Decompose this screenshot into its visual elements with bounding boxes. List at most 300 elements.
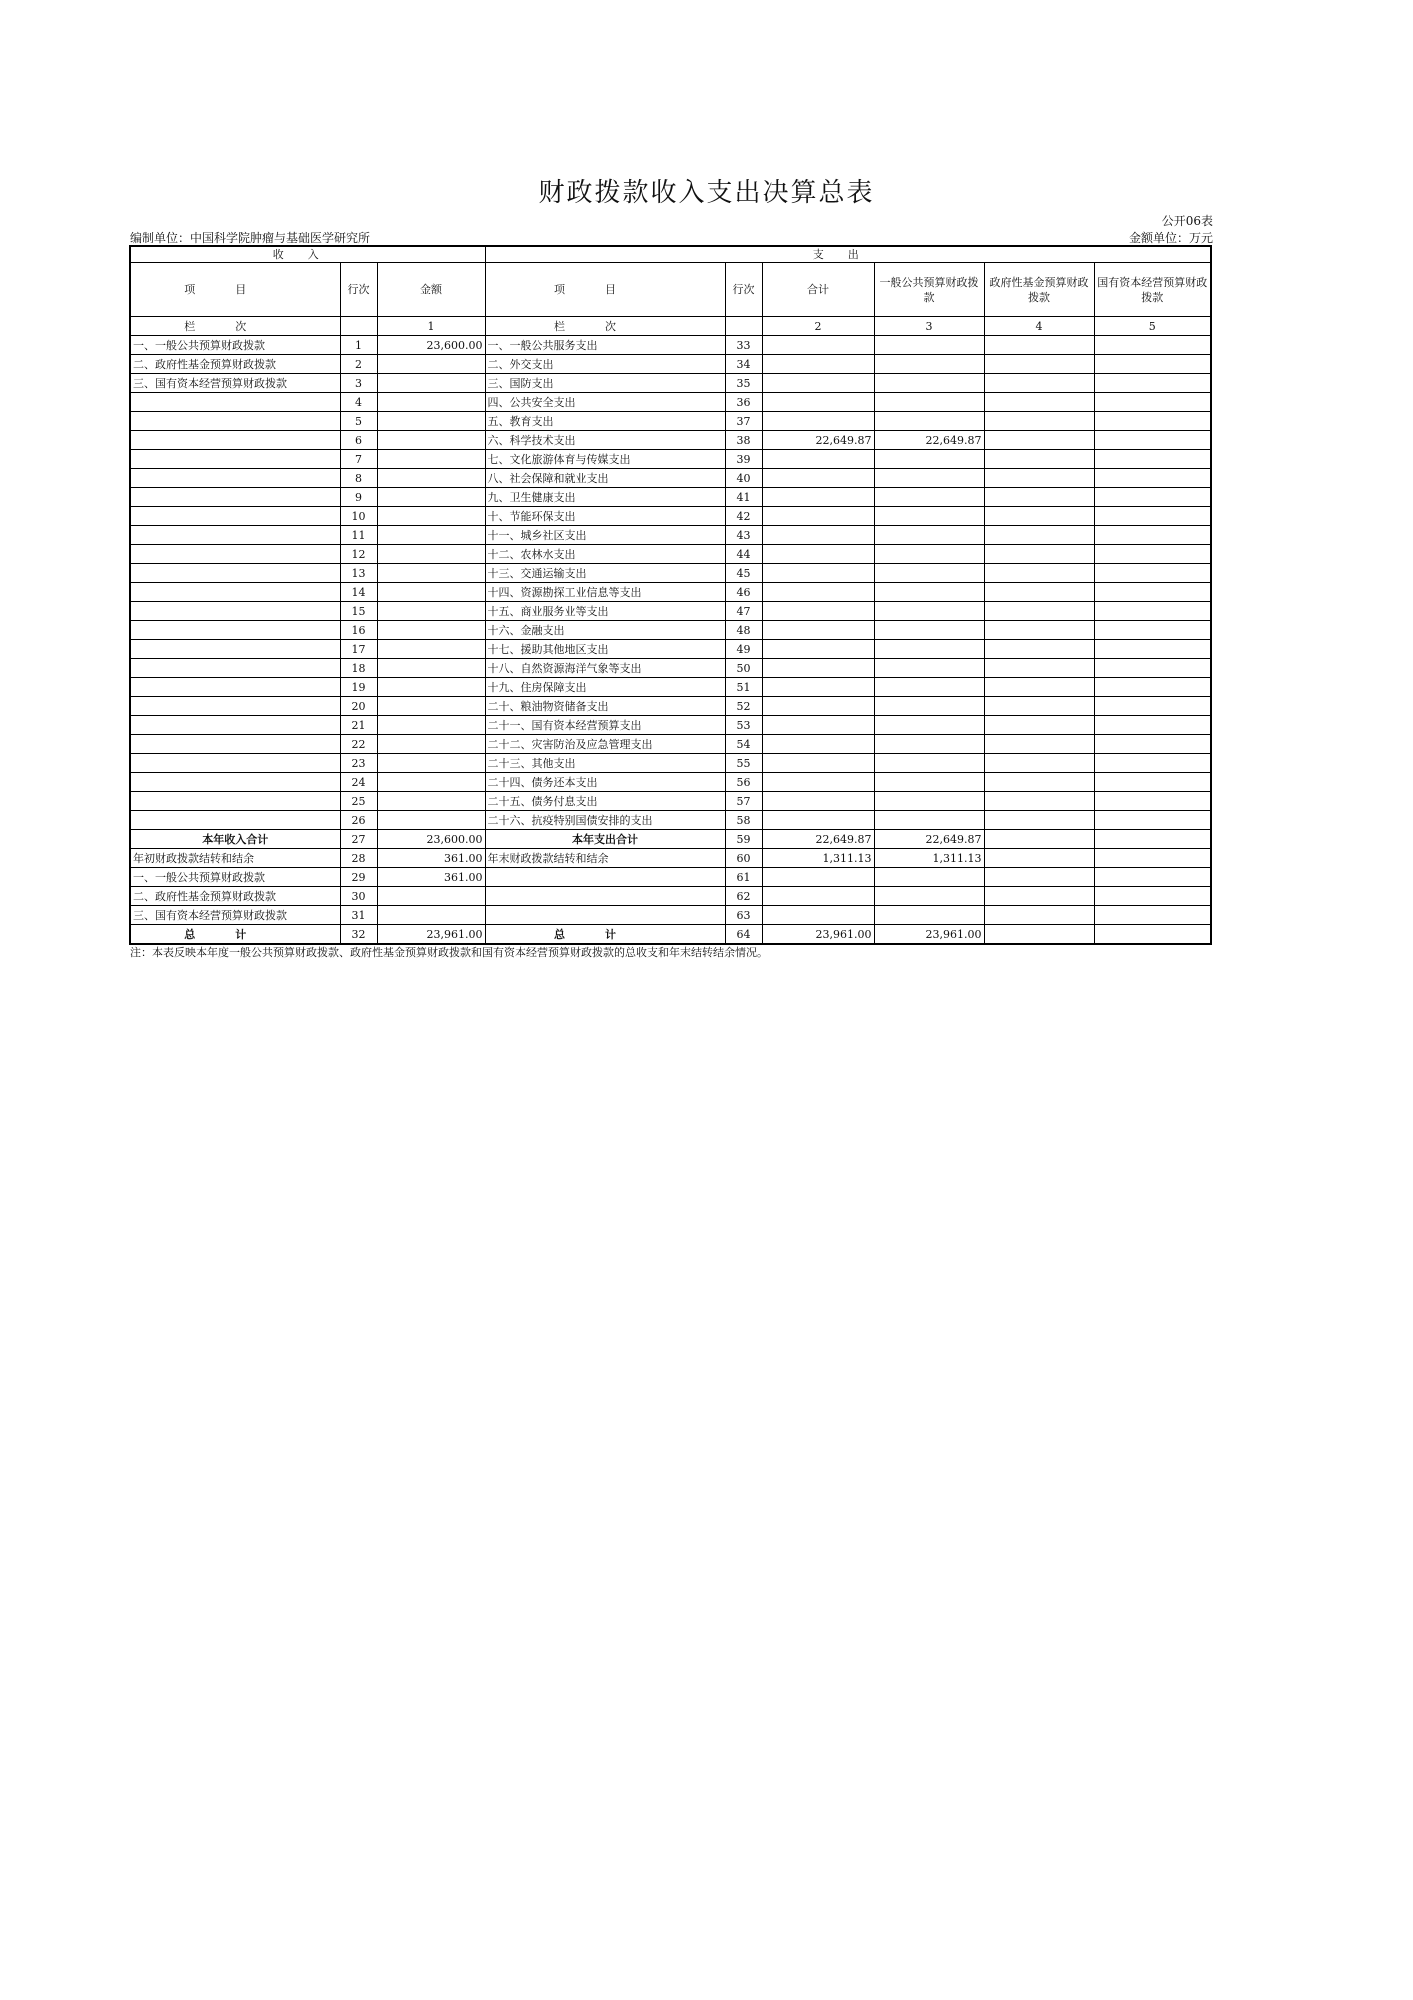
income-item-cell <box>130 697 340 716</box>
expense-row-no-cell: 63 <box>725 906 762 925</box>
expense-row-no-cell: 38 <box>725 431 762 450</box>
state-capital-amount-cell <box>1094 450 1211 469</box>
expense-total-cell <box>762 697 874 716</box>
table-row <box>130 374 1211 393</box>
state-capital-amount-cell <box>1094 336 1211 355</box>
table-row <box>130 526 1211 545</box>
income-amount-cell <box>377 507 485 526</box>
income-col-blank <box>340 317 377 336</box>
carryover-row <box>130 849 1211 868</box>
income-row-no-cell: 4 <box>340 393 377 412</box>
gov-fund-amount-cell <box>984 488 1094 507</box>
income-amount-cell <box>377 355 485 374</box>
expense-row-no-cell: 57 <box>725 792 762 811</box>
expense-total-cell <box>762 716 874 735</box>
income-row-no-cell: 17 <box>340 640 377 659</box>
general-public-amount-cell <box>874 659 984 678</box>
income-item-cell: 一、一般公共预算财政拨款 <box>130 868 340 887</box>
expense-total-cell <box>762 678 874 697</box>
col-index-4: 4 <box>984 317 1094 336</box>
expense-item-cell: 十一、城乡社区支出 <box>485 526 725 545</box>
income-amount-cell <box>377 716 485 735</box>
general-public-amount-cell <box>874 469 984 488</box>
expense-row-no-cell: 62 <box>725 887 762 906</box>
income-item-cell <box>130 621 340 640</box>
general-public-amount-cell <box>874 336 984 355</box>
income-item-cell <box>130 545 340 564</box>
org-label: 编制单位：中国科学院肿瘤与基础医学研究所 <box>130 231 371 245</box>
budget-table <box>129 245 1212 945</box>
expense-total-cell <box>762 602 874 621</box>
expense-row-no-cell: 34 <box>725 355 762 374</box>
state-capital-amount-cell <box>1094 678 1211 697</box>
state-capital-amount-cell <box>1094 830 1211 849</box>
table-row <box>130 602 1211 621</box>
income-section-header: 收入 <box>130 246 485 263</box>
expense-item-cell: 二十四、债务还本支出 <box>485 773 725 792</box>
unit-label: 金额单位：万元 <box>1128 231 1213 245</box>
footnote: 注：本表反映本年度一般公共预算财政拨款、政府性基金预算财政拨款和国有资本经营预算财政拨款的总收支和年末结转结余情况。 <box>130 946 768 959</box>
general-public-amount-cell: 22,649.87 <box>874 431 984 450</box>
income-amount-cell <box>377 450 485 469</box>
expense-item-header: 项目 <box>485 263 725 317</box>
general-public-amount-cell: 1,311.13 <box>874 849 984 868</box>
expense-total-cell: 22,649.87 <box>762 830 874 849</box>
income-item-cell <box>130 469 340 488</box>
income-amount-cell <box>377 811 485 830</box>
expense-total-cell <box>762 735 874 754</box>
general-public-amount-cell <box>874 887 984 906</box>
table-row <box>130 488 1211 507</box>
income-amount-cell: 23,961.00 <box>377 925 485 945</box>
general-public-amount-cell <box>874 564 984 583</box>
income-col-label: 栏次 <box>130 317 340 336</box>
col-index-3: 3 <box>874 317 984 336</box>
table-row <box>130 792 1211 811</box>
income-amount-cell <box>377 906 485 925</box>
expense-row-no-cell: 59 <box>725 830 762 849</box>
state-capital-amount-cell <box>1094 792 1211 811</box>
income-amount-cell <box>377 735 485 754</box>
expense-total-cell <box>762 754 874 773</box>
gov-fund-amount-cell <box>984 412 1094 431</box>
general-public-amount-cell <box>874 374 984 393</box>
state-capital-amount-cell <box>1094 906 1211 925</box>
expense-item-cell: 十九、住房保障支出 <box>485 678 725 697</box>
income-row-no-cell: 31 <box>340 906 377 925</box>
expense-row-no-cell: 48 <box>725 621 762 640</box>
gov-fund-amount-cell <box>984 659 1094 678</box>
income-row-no-cell: 30 <box>340 887 377 906</box>
income-amount-cell <box>377 431 485 450</box>
income-item-cell: 一、一般公共预算财政拨款 <box>130 336 340 355</box>
income-amount-cell <box>377 526 485 545</box>
expense-item-cell: 十五、商业服务业等支出 <box>485 602 725 621</box>
table-row <box>130 773 1211 792</box>
page-title: 财政拨款收入支出决算总表 <box>538 178 875 208</box>
income-row-no-cell: 28 <box>340 849 377 868</box>
gov-fund-amount-cell <box>984 374 1094 393</box>
expense-item-cell: 十八、自然资源海洋气象等支出 <box>485 659 725 678</box>
expense-item-cell <box>485 906 725 925</box>
income-amount-cell <box>377 602 485 621</box>
income-item-cell: 总计 <box>130 925 340 945</box>
income-row-no-cell: 9 <box>340 488 377 507</box>
expense-total-cell <box>762 564 874 583</box>
income-item-cell: 三、国有资本经营预算财政拨款 <box>130 374 340 393</box>
table-row <box>130 811 1211 830</box>
state-capital-amount-cell <box>1094 545 1211 564</box>
gov-fund-amount-cell <box>984 336 1094 355</box>
expense-total-cell: 23,961.00 <box>762 925 874 945</box>
carryover-row <box>130 868 1211 887</box>
general-public-amount-cell <box>874 412 984 431</box>
gov-fund-amount-cell <box>984 754 1094 773</box>
gov-fund-amount-cell <box>984 526 1094 545</box>
expense-item-cell: 八、社会保障和就业支出 <box>485 469 725 488</box>
state-capital-amount-cell <box>1094 849 1211 868</box>
expense-row-no-cell: 46 <box>725 583 762 602</box>
table-row <box>130 659 1211 678</box>
general-public-amount-cell <box>874 906 984 925</box>
gov-fund-amount-cell <box>984 887 1094 906</box>
general-public-amount-cell <box>874 716 984 735</box>
state-capital-amount-cell <box>1094 811 1211 830</box>
expense-total-cell <box>762 621 874 640</box>
col-index-1: 1 <box>377 317 485 336</box>
income-row-no-cell: 5 <box>340 412 377 431</box>
income-amount-cell <box>377 773 485 792</box>
income-amount-cell <box>377 792 485 811</box>
gov-fund-amount-cell <box>984 450 1094 469</box>
state-capital-amount-cell <box>1094 735 1211 754</box>
form-code: 公开06表 <box>1161 214 1213 228</box>
expense-item-cell <box>485 887 725 906</box>
income-amount-cell <box>377 564 485 583</box>
general-public-amount-cell <box>874 868 984 887</box>
income-item-cell <box>130 526 340 545</box>
gov-fund-amount-cell <box>984 355 1094 374</box>
expense-row-no-cell: 41 <box>725 488 762 507</box>
expense-item-cell: 十、节能环保支出 <box>485 507 725 526</box>
income-amount-cell <box>377 488 485 507</box>
state-capital-amount-cell <box>1094 602 1211 621</box>
expense-row-no-cell: 45 <box>725 564 762 583</box>
expense-item-cell: 六、科学技术支出 <box>485 431 725 450</box>
general-public-amount-cell <box>874 450 984 469</box>
expense-item-cell: 十四、资源勘探工业信息等支出 <box>485 583 725 602</box>
expense-item-cell: 二十六、抗疫特别国债安排的支出 <box>485 811 725 830</box>
income-row-no-cell: 10 <box>340 507 377 526</box>
table-row <box>130 507 1211 526</box>
general-public-amount-cell <box>874 697 984 716</box>
expense-total-cell <box>762 469 874 488</box>
state-capital-amount-cell <box>1094 659 1211 678</box>
general-public-amount-cell <box>874 526 984 545</box>
expense-row-no-cell: 52 <box>725 697 762 716</box>
expense-item-cell: 年末财政拨款结转和结余 <box>485 849 725 868</box>
table-row <box>130 716 1211 735</box>
gov-fund-amount-cell <box>984 906 1094 925</box>
gov-fund-amount-cell <box>984 507 1094 526</box>
expense-total-cell <box>762 393 874 412</box>
gov-fund-amount-cell <box>984 830 1094 849</box>
expense-total-cell <box>762 792 874 811</box>
gov-fund-amount-cell <box>984 849 1094 868</box>
table-row <box>130 450 1211 469</box>
income-amount-cell <box>377 640 485 659</box>
expense-item-cell: 十七、援助其他地区支出 <box>485 640 725 659</box>
expense-col-blank <box>725 317 762 336</box>
gov-fund-amount-cell <box>984 773 1094 792</box>
general-public-amount-cell <box>874 393 984 412</box>
income-amount-cell <box>377 754 485 773</box>
table-row <box>130 621 1211 640</box>
column-index-row <box>130 317 1211 336</box>
gov-fund-amount-cell <box>984 640 1094 659</box>
income-item-cell: 二、政府性基金预算财政拨款 <box>130 887 340 906</box>
expense-total-cell <box>762 450 874 469</box>
expense-total-cell: 1,311.13 <box>762 849 874 868</box>
income-item-cell <box>130 773 340 792</box>
expense-total-cell <box>762 374 874 393</box>
expense-row-no-cell: 54 <box>725 735 762 754</box>
expense-item-cell: 五、教育支出 <box>485 412 725 431</box>
income-row-no-cell: 7 <box>340 450 377 469</box>
income-item-cell <box>130 507 340 526</box>
expense-row-no-cell: 51 <box>725 678 762 697</box>
expense-total-cell <box>762 773 874 792</box>
expense-item-cell: 十三、交通运输支出 <box>485 564 725 583</box>
income-row-no-cell: 27 <box>340 830 377 849</box>
gov-fund-amount-cell <box>984 393 1094 412</box>
expense-total-cell <box>762 412 874 431</box>
general-public-amount-cell <box>874 773 984 792</box>
expense-item-cell: 十二、农林水支出 <box>485 545 725 564</box>
expense-row-no-cell: 44 <box>725 545 762 564</box>
expense-item-cell: 本年支出合计 <box>485 830 725 849</box>
total-header: 合计 <box>762 263 874 317</box>
income-row-no-cell: 13 <box>340 564 377 583</box>
state-capital-amount-cell <box>1094 925 1211 945</box>
gov-fund-header: 政府性基金预算财政拨款 <box>984 263 1094 317</box>
state-capital-amount-cell <box>1094 355 1211 374</box>
gov-fund-amount-cell <box>984 735 1094 754</box>
income-row-no-cell: 20 <box>340 697 377 716</box>
general-public-amount-cell: 23,961.00 <box>874 925 984 945</box>
income-item-cell <box>130 640 340 659</box>
expense-item-cell <box>485 868 725 887</box>
expense-row-no-cell: 35 <box>725 374 762 393</box>
income-row-no-cell: 16 <box>340 621 377 640</box>
expense-total-cell: 22,649.87 <box>762 431 874 450</box>
subtotal-row <box>130 830 1211 849</box>
carryover-row <box>130 887 1211 906</box>
income-amount-cell <box>377 887 485 906</box>
state-capital-amount-cell <box>1094 621 1211 640</box>
state-capital-amount-cell <box>1094 716 1211 735</box>
expense-total-cell <box>762 811 874 830</box>
income-item-cell <box>130 564 340 583</box>
gov-fund-amount-cell <box>984 431 1094 450</box>
income-amount-cell <box>377 374 485 393</box>
expense-row-no-cell: 37 <box>725 412 762 431</box>
expense-row-no-cell: 61 <box>725 868 762 887</box>
state-capital-amount-cell <box>1094 431 1211 450</box>
income-row-no-cell: 23 <box>340 754 377 773</box>
income-item-cell <box>130 583 340 602</box>
expense-total-cell <box>762 507 874 526</box>
state-capital-amount-cell <box>1094 640 1211 659</box>
expense-row-no-cell: 47 <box>725 602 762 621</box>
income-item-cell: 年初财政拨款结转和结余 <box>130 849 340 868</box>
expense-item-cell: 一、一般公共服务支出 <box>485 336 725 355</box>
state-capital-amount-cell <box>1094 507 1211 526</box>
expense-total-cell <box>762 906 874 925</box>
expense-item-cell: 二、外交支出 <box>485 355 725 374</box>
grand-total-row <box>130 925 1211 945</box>
income-item-cell <box>130 754 340 773</box>
expense-row-no-cell: 49 <box>725 640 762 659</box>
carryover-row <box>130 906 1211 925</box>
expense-total-cell <box>762 583 874 602</box>
expense-total-cell <box>762 868 874 887</box>
income-row-no-header: 行次 <box>340 263 377 317</box>
state-capital-amount-cell <box>1094 868 1211 887</box>
gov-fund-amount-cell <box>984 469 1094 488</box>
general-public-amount-cell <box>874 545 984 564</box>
income-amount-cell: 23,600.00 <box>377 830 485 849</box>
expense-row-no-cell: 42 <box>725 507 762 526</box>
income-row-no-cell: 22 <box>340 735 377 754</box>
income-item-cell <box>130 716 340 735</box>
income-item-cell <box>130 678 340 697</box>
income-amount-cell <box>377 697 485 716</box>
income-item-cell: 三、国有资本经营预算财政拨款 <box>130 906 340 925</box>
state-capital-amount-cell <box>1094 469 1211 488</box>
gov-fund-amount-cell <box>984 868 1094 887</box>
income-item-cell <box>130 735 340 754</box>
state-capital-amount-cell <box>1094 488 1211 507</box>
income-item-cell: 本年收入合计 <box>130 830 340 849</box>
income-item-cell: 二、政府性基金预算财政拨款 <box>130 355 340 374</box>
table-row <box>130 697 1211 716</box>
gov-fund-amount-cell <box>984 564 1094 583</box>
general-public-amount-cell <box>874 811 984 830</box>
income-amount-cell: 23,600.00 <box>377 336 485 355</box>
expense-item-cell: 九、卫生健康支出 <box>485 488 725 507</box>
gov-fund-amount-cell <box>984 621 1094 640</box>
general-public-amount-cell <box>874 488 984 507</box>
gov-fund-amount-cell <box>984 602 1094 621</box>
general-public-amount-cell <box>874 640 984 659</box>
section-header-row <box>130 246 1211 263</box>
table-row <box>130 583 1211 602</box>
income-row-no-cell: 6 <box>340 431 377 450</box>
income-row-no-cell: 29 <box>340 868 377 887</box>
expense-row-no-cell: 40 <box>725 469 762 488</box>
gov-fund-amount-cell <box>984 697 1094 716</box>
gov-fund-amount-cell <box>984 811 1094 830</box>
income-item-cell <box>130 811 340 830</box>
table-row <box>130 678 1211 697</box>
income-row-no-cell: 25 <box>340 792 377 811</box>
general-public-amount-cell <box>874 507 984 526</box>
table-row <box>130 431 1211 450</box>
gov-fund-amount-cell <box>984 678 1094 697</box>
state-capital-header: 国有资本经营预算财政拨款 <box>1094 263 1211 317</box>
expense-item-cell: 二十二、灾害防治及应急管理支出 <box>485 735 725 754</box>
income-amount-header: 金额 <box>377 263 485 317</box>
expense-item-cell: 四、公共安全支出 <box>485 393 725 412</box>
income-item-cell <box>130 431 340 450</box>
income-row-no-cell: 24 <box>340 773 377 792</box>
income-row-no-cell: 19 <box>340 678 377 697</box>
expense-col-label: 栏次 <box>485 317 725 336</box>
gov-fund-amount-cell <box>984 925 1094 945</box>
expense-total-cell <box>762 488 874 507</box>
expense-item-cell: 二十五、债务付息支出 <box>485 792 725 811</box>
table-row <box>130 640 1211 659</box>
income-row-no-cell: 18 <box>340 659 377 678</box>
table-row <box>130 412 1211 431</box>
income-item-cell <box>130 488 340 507</box>
general-public-amount-cell <box>874 602 984 621</box>
state-capital-amount-cell <box>1094 773 1211 792</box>
general-public-amount-cell <box>874 583 984 602</box>
income-row-no-cell: 8 <box>340 469 377 488</box>
expense-total-cell <box>762 355 874 374</box>
income-row-no-cell: 12 <box>340 545 377 564</box>
expense-item-cell: 三、国防支出 <box>485 374 725 393</box>
general-public-amount-cell: 22,649.87 <box>874 830 984 849</box>
table-row <box>130 735 1211 754</box>
col-index-5: 5 <box>1094 317 1211 336</box>
state-capital-amount-cell <box>1094 887 1211 906</box>
general-public-amount-cell <box>874 792 984 811</box>
expense-total-cell <box>762 887 874 906</box>
table-row <box>130 564 1211 583</box>
expense-item-cell: 十六、金融支出 <box>485 621 725 640</box>
state-capital-amount-cell <box>1094 583 1211 602</box>
income-amount-cell <box>377 545 485 564</box>
expense-row-no-cell: 33 <box>725 336 762 355</box>
expense-row-no-cell: 58 <box>725 811 762 830</box>
general-public-amount-cell <box>874 678 984 697</box>
expense-total-cell <box>762 640 874 659</box>
gov-fund-amount-cell <box>984 716 1094 735</box>
income-amount-cell <box>377 393 485 412</box>
expense-row-no-header: 行次 <box>725 263 762 317</box>
state-capital-amount-cell <box>1094 754 1211 773</box>
state-capital-amount-cell <box>1094 697 1211 716</box>
expense-total-cell <box>762 545 874 564</box>
expense-row-no-cell: 43 <box>725 526 762 545</box>
expense-row-no-cell: 56 <box>725 773 762 792</box>
income-row-no-cell: 32 <box>340 925 377 945</box>
general-public-amount-cell <box>874 754 984 773</box>
income-amount-cell <box>377 412 485 431</box>
table-row <box>130 393 1211 412</box>
income-item-header: 项目 <box>130 263 340 317</box>
expense-item-cell: 总计 <box>485 925 725 945</box>
state-capital-amount-cell <box>1094 374 1211 393</box>
expense-row-no-cell: 39 <box>725 450 762 469</box>
income-row-no-cell: 15 <box>340 602 377 621</box>
expense-row-no-cell: 64 <box>725 925 762 945</box>
income-item-cell <box>130 659 340 678</box>
income-row-no-cell: 11 <box>340 526 377 545</box>
